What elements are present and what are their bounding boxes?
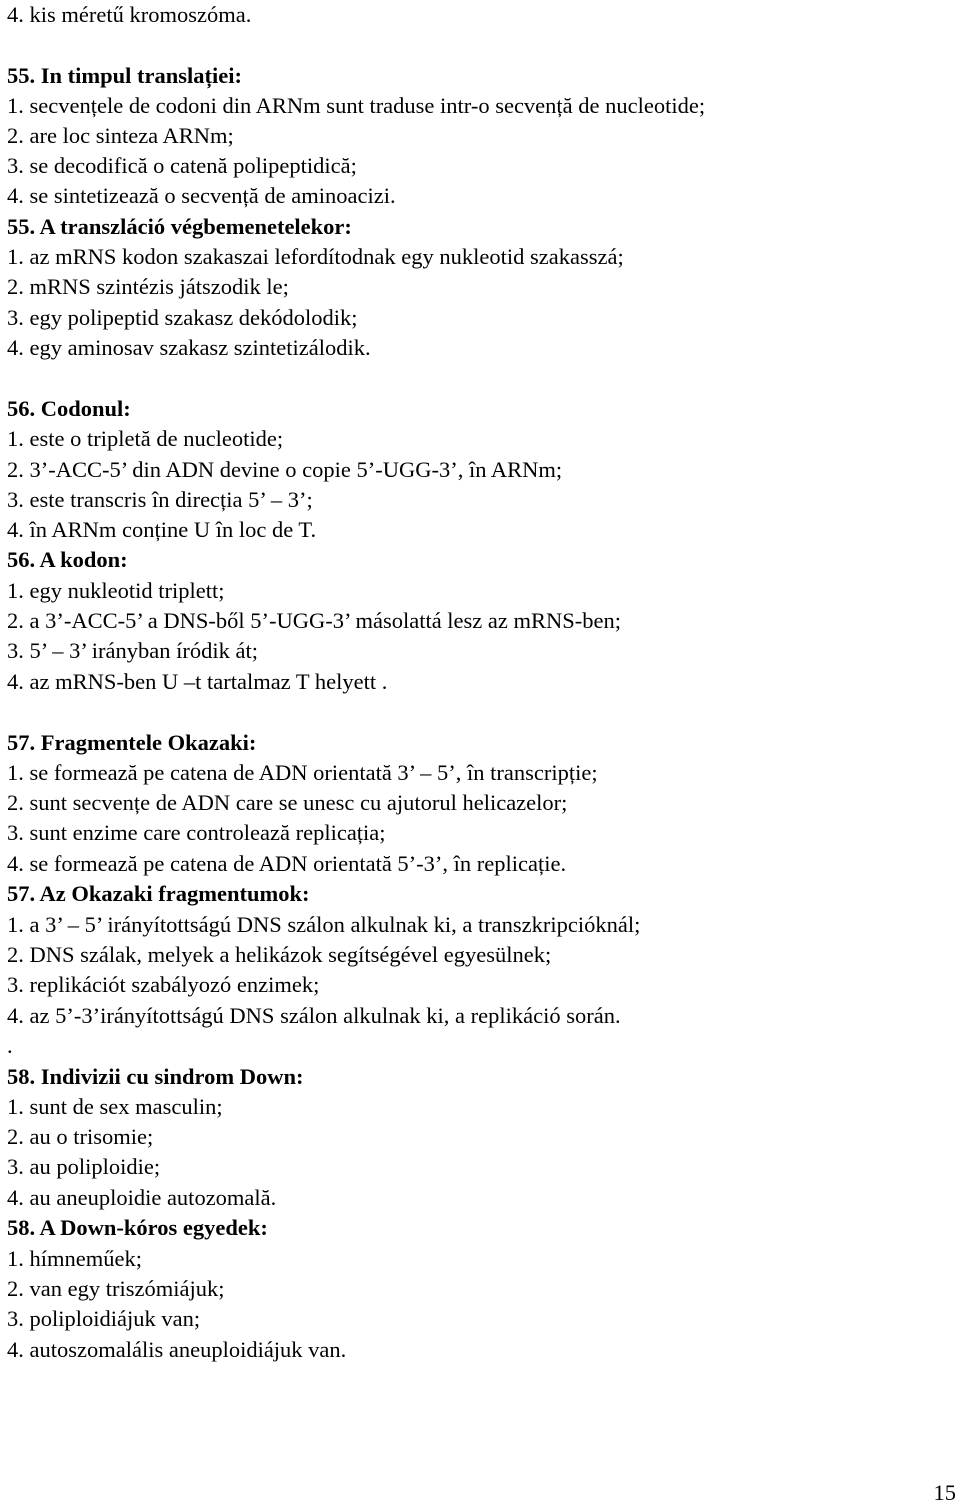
text-line: 2. mRNS szintézis játszodik le; bbox=[7, 274, 289, 299]
text-line: 1. egy nukleotid triplett; bbox=[7, 578, 225, 603]
text-line: 2. 3’-ACC-5’ din ADN devine o copie 5’-UGG-3’, în ARNm; bbox=[7, 457, 563, 482]
text-line: 3. egy polipeptid szakasz dekódolodik; bbox=[7, 305, 358, 330]
text-line: 4. az mRNS-ben U –t tartalmaz T helyett . bbox=[7, 669, 388, 694]
text-line: 3. au poliploidie; bbox=[7, 1154, 161, 1179]
question-heading: 58. Indivizii cu sindrom Down: bbox=[7, 1064, 304, 1089]
text-line: 3. replikációt szabályozó enzimek; bbox=[7, 972, 320, 997]
question-heading: 55. A transzláció végbemenetelekor: bbox=[7, 214, 352, 239]
text-line: . bbox=[7, 1033, 13, 1058]
text-line: 3. se decodifică o catenă polipeptidică; bbox=[7, 153, 357, 178]
text-line: 2. au o trisomie; bbox=[7, 1124, 154, 1149]
text-line: 2. are loc sinteza ARNm; bbox=[7, 123, 234, 148]
text-line: 3. poliploidiájuk van; bbox=[7, 1306, 201, 1331]
question-heading: 57. Az Okazaki fragmentumok: bbox=[7, 881, 310, 906]
page-number: 15 bbox=[933, 1480, 956, 1505]
text-line: 2. van egy triszómiájuk; bbox=[7, 1276, 225, 1301]
text-line: 1. hímneműek; bbox=[7, 1246, 142, 1271]
text-line: 2. sunt secvențe de ADN care se unesc cu ajutorul helicazelor; bbox=[7, 790, 568, 815]
text-line: 4. egy aminosav szakasz szintetizálodik. bbox=[7, 335, 371, 360]
text-line: 1. se formează pe catena de ADN orientată 3’ – 5’, în transcripție; bbox=[7, 760, 598, 785]
text-line: 4. se formează pe catena de ADN orientată 5’-3’, în replicație. bbox=[7, 851, 567, 876]
text-line: 4. autoszomalális aneuploidiájuk van. bbox=[7, 1337, 347, 1362]
text-line: 4. az 5’-3’irányítottságú DNS szálon alkulnak ki, a replikáció során. bbox=[7, 1003, 621, 1028]
text-line: 1. secvențele de codoni din ARNm sunt traduse intr-o secvență de nucleotide; bbox=[7, 93, 706, 118]
text-line: 4. kis méretű kromoszóma. bbox=[7, 2, 252, 27]
text-line: 4. se sintetizează o secvență de aminoacizi. bbox=[7, 183, 396, 208]
question-heading: 57. Fragmentele Okazaki: bbox=[7, 730, 257, 755]
text-line: 1. este o tripletă de nucleotide; bbox=[7, 426, 284, 451]
text-line: 1. az mRNS kodon szakaszai lefordítodnak egy nukleotid szakasszá; bbox=[7, 244, 624, 269]
text-line: 4. în ARNm conține U în loc de T. bbox=[7, 517, 317, 542]
text-line: 1. a 3’ – 5’ irányítottságú DNS szálon alkulnak ki, a transzkripcióknál; bbox=[7, 912, 641, 937]
text-line: 2. DNS szálak, melyek a helikázok segítségével egyesülnek; bbox=[7, 942, 552, 967]
question-heading: 56. Codonul: bbox=[7, 396, 131, 421]
text-line: 3. sunt enzime care controlează replicația; bbox=[7, 820, 386, 845]
text-line: 4. au aneuploidie autozomală. bbox=[7, 1185, 277, 1210]
question-heading: 58. A Down-kóros egyedek: bbox=[7, 1215, 268, 1240]
question-heading: 55. In timpul translației: bbox=[7, 63, 243, 88]
text-line: 3. este transcris în direcția 5’ – 3’; bbox=[7, 487, 313, 512]
text-line: 2. a 3’-ACC-5’ a DNS-ből 5’-UGG-3’ másolattá lesz az mRNS-ben; bbox=[7, 608, 622, 633]
question-heading: 56. A kodon: bbox=[7, 547, 128, 572]
text-line: 1. sunt de sex masculin; bbox=[7, 1094, 223, 1119]
text-line: 3. 5’ – 3’ irányban íródik át; bbox=[7, 638, 258, 663]
